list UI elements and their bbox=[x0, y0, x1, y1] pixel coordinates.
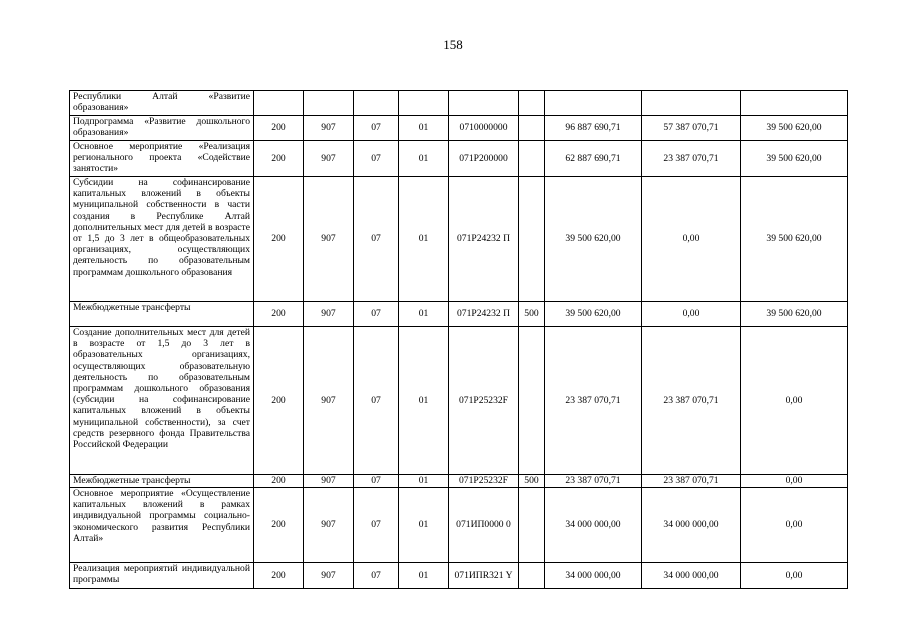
cell-c5: 071P24232 П bbox=[449, 177, 519, 302]
cell-c3: 07 bbox=[354, 141, 399, 177]
row-name-cell: Межбюджетные трансферты bbox=[70, 302, 254, 327]
cell-c7 bbox=[545, 91, 642, 116]
row-name-cell: Республики Алтай «Развитие образования» bbox=[70, 91, 254, 116]
cell-c9: 39 500 620,00 bbox=[741, 116, 848, 141]
cell-c3: 07 bbox=[354, 177, 399, 302]
budget-table bbox=[69, 90, 848, 589]
cell-c7: 39 500 620,00 bbox=[545, 177, 642, 302]
table-row bbox=[70, 177, 848, 302]
cell-c1: 200 bbox=[254, 563, 304, 589]
cell-c8: 0,00 bbox=[642, 302, 741, 327]
cell-c9: 39 500 620,00 bbox=[741, 141, 848, 177]
table-row bbox=[70, 563, 848, 589]
row-name-cell: Основное мероприятие «Осуществление капитальных вложений в рамках индивидуальной программы социально-экономического развития Республики Алтай» bbox=[70, 488, 254, 563]
cell-c2: 907 bbox=[304, 177, 354, 302]
table-row bbox=[70, 116, 848, 141]
cell-c5: 071P25232F bbox=[449, 327, 519, 475]
cell-c7: 23 387 070,71 bbox=[545, 327, 642, 475]
cell-c9: 0,00 bbox=[741, 475, 848, 488]
cell-c2: 907 bbox=[304, 327, 354, 475]
cell-c6 bbox=[519, 91, 545, 116]
cell-c1: 200 bbox=[254, 141, 304, 177]
cell-c3: 07 bbox=[354, 475, 399, 488]
cell-c2: 907 bbox=[304, 488, 354, 563]
cell-c4: 01 bbox=[399, 116, 449, 141]
cell-c7: 34 000 000,00 bbox=[545, 488, 642, 563]
cell-c4: 01 bbox=[399, 141, 449, 177]
cell-c5: 071P25232F bbox=[449, 475, 519, 488]
cell-c6: 500 bbox=[519, 475, 545, 488]
cell-c7: 62 887 690,71 bbox=[545, 141, 642, 177]
row-name-cell: Межбюджетные трансферты bbox=[70, 475, 254, 488]
cell-c5: 071P200000 bbox=[449, 141, 519, 177]
cell-c6 bbox=[519, 177, 545, 302]
cell-c1: 200 bbox=[254, 302, 304, 327]
cell-c5 bbox=[449, 91, 519, 116]
cell-c1: 200 bbox=[254, 327, 304, 475]
cell-c1: 200 bbox=[254, 488, 304, 563]
cell-c7: 39 500 620,00 bbox=[545, 302, 642, 327]
cell-c6: 500 bbox=[519, 302, 545, 327]
cell-c6 bbox=[519, 488, 545, 563]
cell-c2: 907 bbox=[304, 302, 354, 327]
cell-c4: 01 bbox=[399, 302, 449, 327]
cell-c7: 96 887 690,71 bbox=[545, 116, 642, 141]
cell-c5: 071ИПR321 Y bbox=[449, 563, 519, 589]
cell-c1: 200 bbox=[254, 177, 304, 302]
cell-c6 bbox=[519, 141, 545, 177]
cell-c3: 07 bbox=[354, 302, 399, 327]
cell-c8: 34 000 000,00 bbox=[642, 563, 741, 589]
row-name-cell: Основное мероприятие «Реализация регионального проекта «Содействие занятости» bbox=[70, 141, 254, 177]
cell-c4: 01 bbox=[399, 327, 449, 475]
cell-c8: 57 387 070,71 bbox=[642, 116, 741, 141]
row-name-cell: Создание дополнительных мест для детей в возрасте от 1,5 до 3 лет в образовательных организациях, осуществляющих образовательную деятельность по образовательным программам дошкольного образования (субсидии на софинансирование капитальных вложений в объекты муниципальной собственности), за счет средств резервного фонда Правительства Российской Федерации bbox=[70, 327, 254, 475]
table-row bbox=[70, 327, 848, 475]
cell-c8: 23 387 070,71 bbox=[642, 475, 741, 488]
cell-c3: 07 bbox=[354, 488, 399, 563]
cell-c6 bbox=[519, 327, 545, 475]
cell-c8: 23 387 070,71 bbox=[642, 327, 741, 475]
cell-c4: 01 bbox=[399, 563, 449, 589]
cell-c6 bbox=[519, 116, 545, 141]
row-name-cell: Субсидии на софинансирование капитальных вложений в объекты муниципальной собственности в части создания в Республике Алтай дополнительных мест для детей в возрасте от 1,5 до 3 лет в общеобразовательных организациях, осуществляющих деятельность по образовательным программам дошкольного образования bbox=[70, 177, 254, 302]
cell-c1: 200 bbox=[254, 116, 304, 141]
cell-c4: 01 bbox=[399, 488, 449, 563]
cell-c4: 01 bbox=[399, 177, 449, 302]
cell-c9: 0,00 bbox=[741, 488, 848, 563]
cell-c3: 07 bbox=[354, 563, 399, 589]
table-row bbox=[70, 302, 848, 327]
cell-c2: 907 bbox=[304, 563, 354, 589]
cell-c3: 07 bbox=[354, 327, 399, 475]
table-row bbox=[70, 141, 848, 177]
cell-c6 bbox=[519, 563, 545, 589]
cell-c1 bbox=[254, 91, 304, 116]
cell-c9: 0,00 bbox=[741, 563, 848, 589]
row-name-cell: Реализация мероприятий индивидуальной программы bbox=[70, 563, 254, 589]
cell-c3: 07 bbox=[354, 116, 399, 141]
cell-c9: 39 500 620,00 bbox=[741, 302, 848, 327]
cell-c9: 39 500 620,00 bbox=[741, 177, 848, 302]
cell-c2: 907 bbox=[304, 116, 354, 141]
table-row bbox=[70, 475, 848, 488]
page-number: 158 bbox=[443, 37, 463, 52]
table-row bbox=[70, 488, 848, 563]
table-row bbox=[70, 91, 848, 116]
cell-c9: 0,00 bbox=[741, 327, 848, 475]
cell-c3 bbox=[354, 91, 399, 116]
cell-c5: 071P24232 П bbox=[449, 302, 519, 327]
cell-c5: 0710000000 bbox=[449, 116, 519, 141]
cell-c4 bbox=[399, 91, 449, 116]
cell-c4: 01 bbox=[399, 475, 449, 488]
cell-c1: 200 bbox=[254, 475, 304, 488]
cell-c2: 907 bbox=[304, 141, 354, 177]
cell-c7: 34 000 000,00 bbox=[545, 563, 642, 589]
cell-c2: 907 bbox=[304, 475, 354, 488]
cell-c8: 0,00 bbox=[642, 177, 741, 302]
cell-c9 bbox=[741, 91, 848, 116]
cell-c7: 23 387 070,71 bbox=[545, 475, 642, 488]
row-name-cell: Подпрограмма «Развитие дошкольного образования» bbox=[70, 116, 254, 141]
cell-c8: 34 000 000,00 bbox=[642, 488, 741, 563]
cell-c5: 071ИП0000 0 bbox=[449, 488, 519, 563]
cell-c8: 23 387 070,71 bbox=[642, 141, 741, 177]
cell-c8 bbox=[642, 91, 741, 116]
cell-c2 bbox=[304, 91, 354, 116]
